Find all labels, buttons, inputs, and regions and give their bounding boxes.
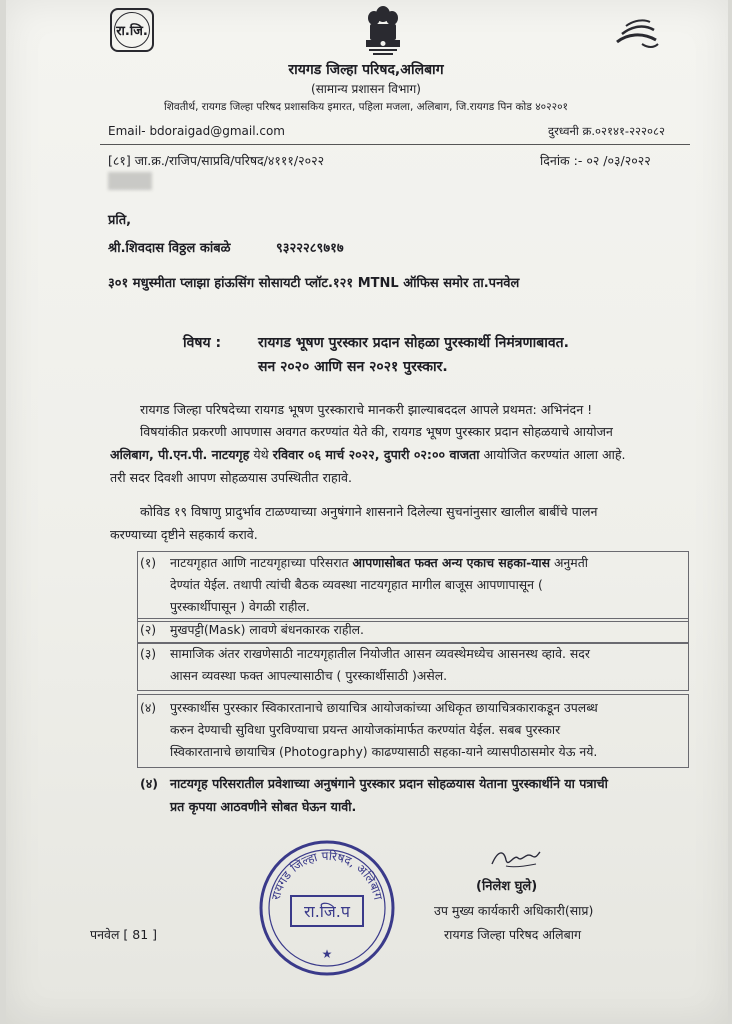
item-3-box [137,642,689,691]
redacted-block [108,172,152,190]
item-4-line-3: स्विकारतानाचे छायाचित्र (Photography) काढण्यासाठी सहका-याने व्यासपीठासमोर येऊ नये. [170,744,598,759]
signature-icon [488,846,542,872]
recipient-address: ३०१ मधुस्मीता प्लाझा हांऊसिंग सोसायटी प्लॉट.१२१ MTNL ऑफिस समोर ता.पनवेल [108,276,520,291]
item-1-number: (१) [140,555,157,570]
item-5-line-2: प्रत कृपया आठवणीने सोबत घेऊन यावी. [170,799,357,814]
item-4-line-2: करुन देण्याची सुविधा पुरविण्याचा प्रयन्त आयोजकांमार्फत करण्यांत येईल. सबब पुरस्कार [170,722,561,737]
item-1-text-bold: आपणासोबत फक्त अन्य एकाच सहका-यास [352,555,550,570]
signatory-designation: उप मुख्य कार्यकारी अधिकारी(साप्र) [434,903,594,918]
item-1-text-c: अनुमती [550,555,588,570]
item-4-line-1: पुरस्कार्थीस पुरस्कार स्विकारतानाचे छायाचित्र आयोजकांच्या अधिकृत छायाचित्रकाराकडून उपलब्ध [170,700,598,715]
dept-name: (सामान्य प्रशासन विभाग) [311,82,421,96]
item-1-line-2: देण्यांत येईल. तथापी त्यांची बैठक व्यवस्था नाटयगृहात मागील बाजूस आपणापासून ( [170,577,543,592]
zp-logo [110,8,154,52]
para2-line-3: तरी सदर दिवशी आपण सोहळयास उपस्थितीत राहावे. [110,470,352,485]
item-1-line-3: पुरस्कार्थीपासून ) वेगळी राहील. [170,599,310,614]
prati-label: प्रति, [108,213,132,228]
footer-location: पनवेल [ 81 ] [90,927,158,942]
email-text: Email- bdoraigad@gmail.com [108,124,285,138]
svg-text:★: ★ [321,947,333,961]
para2-line-2 [110,443,626,466]
item-5-line-1: नाटयगृह परिसरातील प्रवेशाच्या अनुषंगाने पुरस्कार प्रदान सोहळयास येताना पुरस्कार्थीने या पत्राची [170,776,608,791]
org-name: रायगड जिल्हा परिषद,अलिबाग [288,62,444,78]
item-1-box [137,551,689,622]
item-2-number: (२) [140,622,157,637]
item-2-line-1: मुखपट्टी(Mask) लावणे बंधनकारक राहील. [170,622,364,637]
item-3-line-2: आसन व्यवस्था फक्त आपल्यासाठीच ( पुरस्कार्थीसाठी )असेल. [170,668,448,683]
subject-label: विषय : [183,335,222,351]
subject-line-2: सन २०२० आणि सन २०२१ पुरस्कार. [258,359,448,375]
event-datetime: रविवार ०६ मार्च २०२२, दुपारी ०२:०० वाजता [272,447,480,462]
ref-date: दिनांक :- ०२ /०३/२०२२ [540,153,651,168]
raigad-logo-icon [612,14,662,54]
item-4-box [137,694,689,768]
signatory-office: रायगड जिल्हा परिषद अलिबाग [444,927,582,942]
zp-logo-text: रा.जि. [116,24,148,39]
item-3-line-1: सामाजिक अंतर राखणेसाठी नाटयगृहातील नियोजीत आसन व्यवस्थेमध्येच आसनस्थ व्हावे. सदर [170,646,590,661]
header-rule [100,144,690,145]
item-1-text-a: नाटयगृहात आणि नाटयगृहाच्या परिसरात [170,555,353,570]
item-5-number: (४) [140,776,159,791]
venue-text: अलिबाग, पी.एन.पी. नाटयगृह [110,447,250,462]
para3-line-2: करण्याच्या दृष्टीने सहकार्य करावे. [110,527,258,542]
org-address: शिवतीर्थ, रायगड जिल्हा परिषद प्रशासकिय इमारत, पहिला मजला, अलिबाग, जि.रायगड पिन कोड ४०२२०१ [164,101,568,113]
item-2-box [137,618,689,644]
item-4-number: (४) [140,700,157,715]
para2-end-text: आयोजित करण्यांत आला आहे. [479,447,626,462]
signatory-name: (निलेश घुले) [476,879,538,894]
recipient-name: श्री.शिवदास विठ्ठल कांबळे [108,241,231,256]
congrats-line: रायगड जिल्हा परिषदेच्या रायगड भूषण पुरस्काराचे मानकरी झाल्याबददल आपले प्रथमत: अभिनंदन ! [140,402,593,417]
item-3-number: (३) [140,646,157,661]
stamp-center-text: रा.जि.प [304,902,350,921]
national-emblem-icon [361,4,405,60]
para2-line-1: विषयांकीत प्रकरणी आपणास अवगत करण्यांत येते की, रायगड भूषण पुरस्कार प्रदान सोहळयाचे आयोजन [140,424,613,439]
phone-text: दुरध्वनी क्र.०२१४१-२२२०८२ [548,124,665,138]
ref-number: [८१] जा.क्र./राजिप/साप्रवि/परिषद/४१११/२०२२ [108,153,325,168]
recipient-phone: ९३२२२८९७१७ [276,241,344,256]
para2-mid-text: येथे [249,447,273,462]
stamp-arc-text: रायगड जिल्हा परिषद, अलिबाग [268,848,386,902]
para3-line-1: कोविड १९ विषाणु प्रादुर्भाव टाळण्याच्या अनुषंगाने शासनाने दिलेल्या सुचनांनुसार खालील बाबींचे पालन [140,504,598,519]
subject-line-1: रायगड भूषण पुरस्कार प्रदान सोहळा पुरस्कार्थी निमंत्रणाबावत. [258,335,569,351]
official-stamp-icon [257,838,397,978]
